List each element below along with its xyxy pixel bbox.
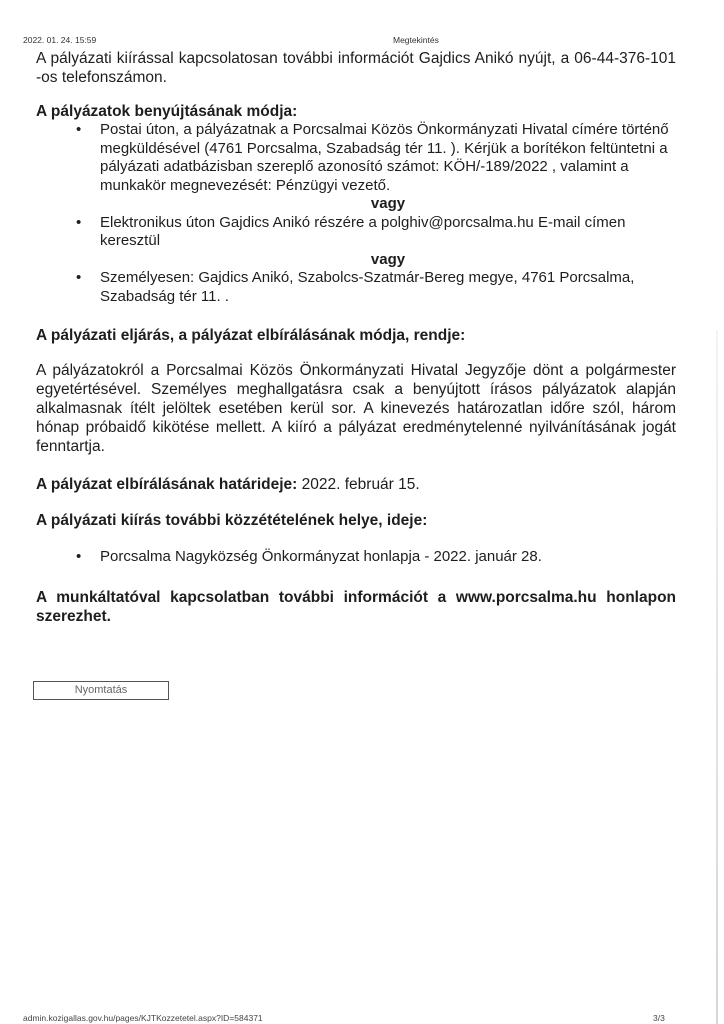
or-separator: vagy bbox=[370, 250, 406, 268]
list-item bbox=[36, 548, 676, 567]
bullet-icon: • bbox=[76, 548, 82, 565]
intro-paragraph: A pályázati kiírással kapcsolatosan további információt Gajdics Anikó nyújt, a 06-44-376-101 -os telefonszámon. bbox=[36, 50, 676, 86]
list-item bbox=[36, 214, 676, 251]
bullet-icon: • bbox=[76, 269, 82, 286]
process-heading: A pályázati eljárás, a pályázat elbírálásának módja, rendje: bbox=[36, 327, 466, 344]
employer-info: A munkáltatóval kapcsolatban további információt a www.porcsalma.hu honlapon szerezhet. bbox=[36, 588, 676, 625]
publication-section bbox=[36, 511, 676, 567]
print-datetime: 2022. 01. 24. 15:59 bbox=[23, 35, 97, 45]
submission-heading: A pályázatok benyújtásának módja: bbox=[36, 103, 298, 120]
process-section bbox=[36, 326, 676, 456]
or-separator: vagy bbox=[370, 195, 406, 212]
list-item bbox=[36, 269, 676, 306]
publication-list bbox=[36, 548, 676, 567]
list-item-text: Elektronikus úton Gajdics Anikó részére a polghiv@porcsalma.hu E-mail címen keresztül bbox=[100, 213, 626, 249]
bullet-icon: • bbox=[76, 121, 82, 138]
process-paragraph: A pályázatokról a Porcsalmai Közös Önkormányzati Hivatal Jegyzője dönt a polgármester egyetértésével. Személyes meghallgatásra csak a benyújtott írásos pályázatok alapján alkalmasnak ítélt jelöltek esetében kerül sor. A kinevezés határozatlan időre szól, három hónap próbaidő kikötése mellett. A kiíró a pályázat eredménytelenné nyilvánításának jogát fenntartja. bbox=[36, 362, 676, 455]
page-number: 3/3 bbox=[653, 1013, 665, 1023]
footer-url: admin.kozigallas.gov.hu/pages/KJTKozzetetel.aspx?ID=584371 bbox=[23, 1013, 263, 1023]
deadline-line bbox=[36, 475, 676, 494]
submission-section bbox=[36, 102, 676, 306]
list-item bbox=[36, 121, 676, 195]
scan-edge-line bbox=[716, 330, 718, 1024]
document-body bbox=[36, 49, 676, 626]
list-item-text: Személyesen: Gajdics Anikó, Szabolcs-Szatmár-Bereg megye, 4761 Porcsalma, Szabadság tér 11. . bbox=[100, 269, 635, 305]
submission-list bbox=[36, 121, 676, 306]
publication-heading: A pályázati kiírás további közzétételének helye, ideje: bbox=[36, 512, 428, 529]
list-item-text: Postai úton, a pályázatnak a Porcsalmai Közös Önkormányzati Hivatal címére történő megküldésével (4761 Porcsalma, Szabadság tér 11. ). Kérjük a borítékon feltüntetni a pályázati adatbázisban szereplő azonosító számot: KÖH/-189/2022 , valamint a munkakör megnevezését: Pénzügyi vezető. bbox=[100, 121, 669, 194]
print-title: Megtekintés bbox=[393, 35, 439, 45]
list-item-text: Porcsalma Nagyközség Önkormányzat honlapja - 2022. január 28. bbox=[100, 548, 542, 565]
print-header bbox=[23, 35, 703, 47]
print-button[interactable]: Nyomtatás bbox=[33, 681, 169, 700]
deadline-label: A pályázat elbírálásának határideje: bbox=[36, 476, 298, 493]
bullet-icon: • bbox=[76, 213, 82, 231]
deadline-value: 2022. február 15. bbox=[297, 476, 420, 493]
